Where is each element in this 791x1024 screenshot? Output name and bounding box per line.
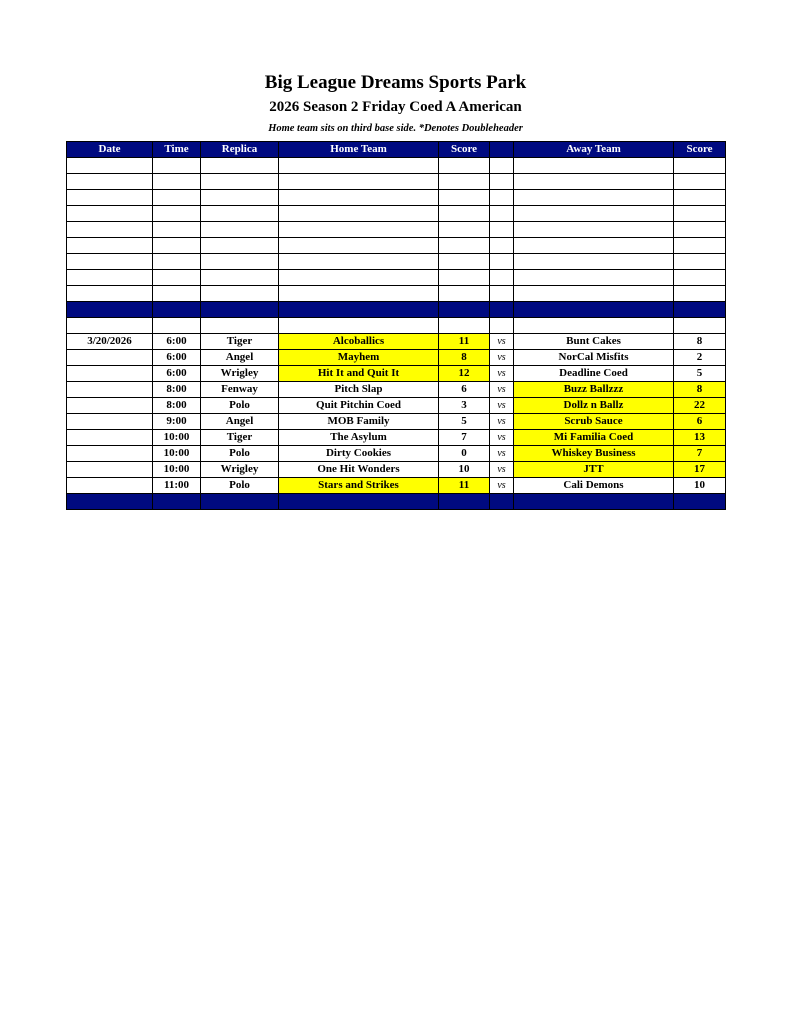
game-replica: Angel [201, 414, 279, 430]
footer-bar [67, 494, 726, 510]
vs-label: vs [490, 446, 514, 462]
away-team: Dollz n Ballz [514, 398, 674, 414]
schedule-table [66, 141, 726, 510]
empty-row [67, 254, 726, 270]
game-date [67, 350, 153, 366]
home-team: MOB Family [279, 414, 439, 430]
game-replica: Tiger [201, 430, 279, 446]
divider-bar [67, 302, 726, 318]
game-date [67, 478, 153, 494]
away-score: 17 [674, 462, 726, 478]
table-row [67, 398, 726, 414]
home-score: 11 [439, 478, 490, 494]
col-header-home-team: Home Team [279, 142, 439, 158]
table-row [67, 334, 726, 350]
game-time: 6:00 [153, 350, 201, 366]
game-date [67, 366, 153, 382]
game-time: 10:00 [153, 430, 201, 446]
away-team: Deadline Coed [514, 366, 674, 382]
home-score: 11 [439, 334, 490, 350]
home-team: Quit Pitchin Coed [279, 398, 439, 414]
away-score: 7 [674, 446, 726, 462]
col-header-replica: Replica [201, 142, 279, 158]
game-replica: Fenway [201, 382, 279, 398]
home-score: 10 [439, 462, 490, 478]
home-score: 12 [439, 366, 490, 382]
home-score: 6 [439, 382, 490, 398]
vs-label: vs [490, 382, 514, 398]
header-row [67, 142, 726, 158]
game-date [67, 398, 153, 414]
empty-row [67, 222, 726, 238]
home-score: 5 [439, 414, 490, 430]
away-score: 10 [674, 478, 726, 494]
game-date [67, 446, 153, 462]
vs-label: vs [490, 350, 514, 366]
empty-row [67, 190, 726, 206]
home-team: Pitch Slap [279, 382, 439, 398]
away-score: 2 [674, 350, 726, 366]
empty-row [67, 206, 726, 222]
away-team: Bunt Cakes [514, 334, 674, 350]
game-time: 8:00 [153, 398, 201, 414]
away-team: Cali Demons [514, 478, 674, 494]
game-replica: Polo [201, 398, 279, 414]
game-date [67, 414, 153, 430]
game-time: 8:00 [153, 382, 201, 398]
page-note: Home team sits on third base side. *Denotes Doubleheader [268, 123, 523, 134]
vs-label: vs [490, 430, 514, 446]
col-header-home-score: Score [439, 142, 490, 158]
vs-label: vs [490, 398, 514, 414]
game-replica: Wrigley [201, 462, 279, 478]
empty-row [67, 286, 726, 302]
game-date [67, 382, 153, 398]
col-header-time: Time [153, 142, 201, 158]
col-header-away-score: Score [674, 142, 726, 158]
home-team: Dirty Cookies [279, 446, 439, 462]
game-time: 6:00 [153, 366, 201, 382]
away-team: JTT [514, 462, 674, 478]
away-team: Whiskey Business [514, 446, 674, 462]
vs-label: vs [490, 366, 514, 382]
away-team: Scrub Sauce [514, 414, 674, 430]
away-score: 13 [674, 430, 726, 446]
game-time: 9:00 [153, 414, 201, 430]
page-subtitle: 2026 Season 2 Friday Coed A American [269, 99, 522, 115]
empty-row [67, 158, 726, 174]
game-replica: Polo [201, 446, 279, 462]
game-replica: Angel [201, 350, 279, 366]
table-row [67, 414, 726, 430]
home-team: One Hit Wonders [279, 462, 439, 478]
game-replica: Wrigley [201, 366, 279, 382]
away-score: 22 [674, 398, 726, 414]
away-team: Buzz Ballzzz [514, 382, 674, 398]
away-score: 8 [674, 334, 726, 350]
empty-row [67, 270, 726, 286]
game-date [67, 462, 153, 478]
col-header-vs [490, 142, 514, 158]
table-row [67, 462, 726, 478]
home-team: Hit It and Quit It [279, 366, 439, 382]
home-team: Mayhem [279, 350, 439, 366]
game-time: 6:00 [153, 334, 201, 350]
home-score: 7 [439, 430, 490, 446]
away-team: Mi Familia Coed [514, 430, 674, 446]
vs-label: vs [490, 414, 514, 430]
vs-label: vs [490, 478, 514, 494]
home-score: 3 [439, 398, 490, 414]
table-row [67, 446, 726, 462]
game-time: 10:00 [153, 446, 201, 462]
col-header-away-team: Away Team [514, 142, 674, 158]
away-score: 6 [674, 414, 726, 430]
home-score: 8 [439, 350, 490, 366]
table-row [67, 430, 726, 446]
home-team: Alcoballics [279, 334, 439, 350]
game-date [67, 430, 153, 446]
away-score: 5 [674, 366, 726, 382]
game-replica: Tiger [201, 334, 279, 350]
away-score: 8 [674, 382, 726, 398]
empty-row [67, 174, 726, 190]
home-score: 0 [439, 446, 490, 462]
home-team: The Asylum [279, 430, 439, 446]
vs-label: vs [490, 334, 514, 350]
table-row [67, 478, 726, 494]
vs-label: vs [490, 462, 514, 478]
col-header-date: Date [67, 142, 153, 158]
spacer-row [67, 318, 726, 334]
game-date: 3/20/2026 [67, 334, 153, 350]
game-time: 10:00 [153, 462, 201, 478]
table-row [67, 366, 726, 382]
game-time: 11:00 [153, 478, 201, 494]
page-title: Big League Dreams Sports Park [264, 72, 527, 93]
away-team: NorCal Misfits [514, 350, 674, 366]
empty-row [67, 238, 726, 254]
game-replica: Polo [201, 478, 279, 494]
table-row [67, 350, 726, 366]
home-team: Stars and Strikes [279, 478, 439, 494]
table-row [67, 382, 726, 398]
